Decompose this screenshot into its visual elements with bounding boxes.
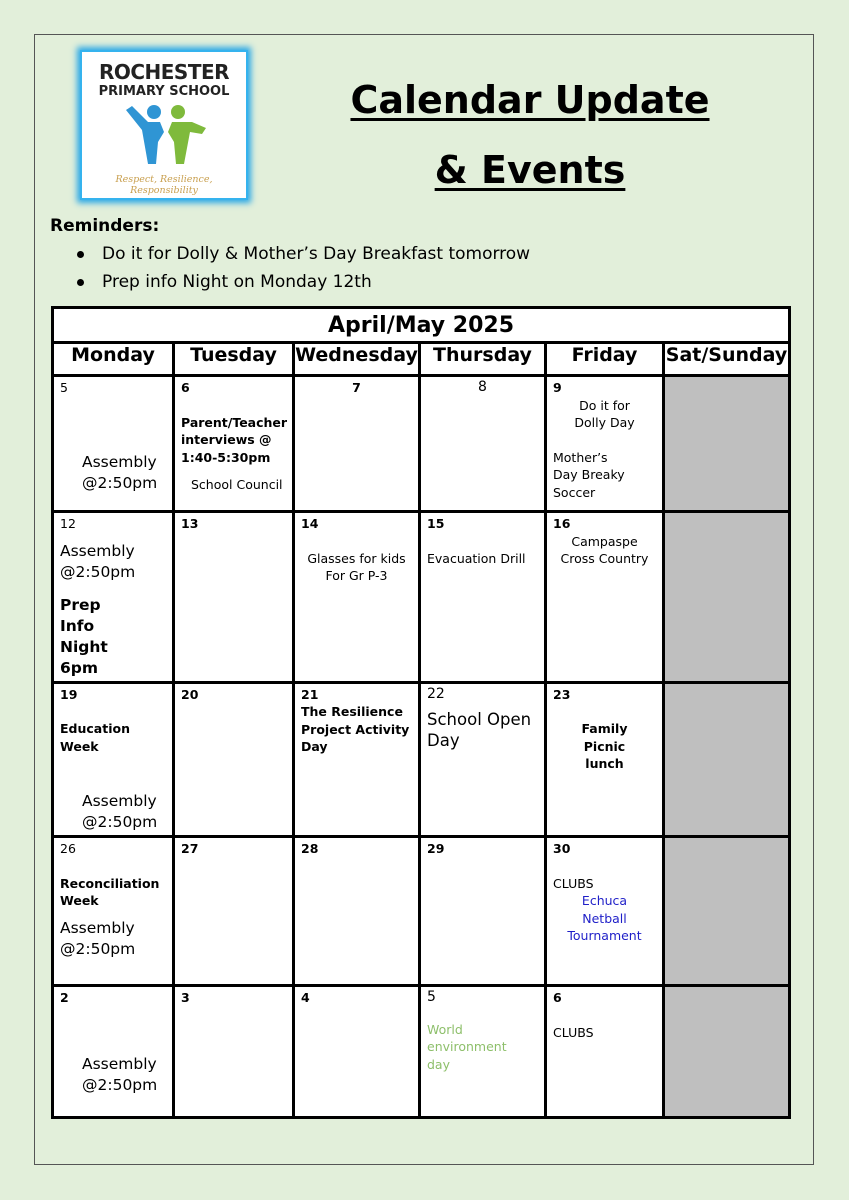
event-text: School Open Day xyxy=(427,710,532,750)
reminders-heading: Reminders: xyxy=(50,216,160,236)
day-number: 15 xyxy=(427,516,445,531)
calendar-cell xyxy=(420,376,546,512)
day-number: 4 xyxy=(301,990,310,1005)
day-number: 5 xyxy=(60,380,68,395)
day-number: 23 xyxy=(553,686,571,702)
calendar-cell xyxy=(420,682,546,837)
calendar-cell xyxy=(546,376,664,512)
event-text: Assembly @2:50pm xyxy=(60,918,136,958)
calendar-cell xyxy=(174,376,294,512)
event-text: Assembly @2:50pm xyxy=(82,453,158,492)
day-header-weekend: Sat/Sunday xyxy=(664,343,790,376)
calendar-cell xyxy=(53,376,174,512)
day-number: 12 xyxy=(60,516,76,531)
day-number: 28 xyxy=(301,841,319,856)
day-number: 6 xyxy=(181,380,190,395)
calendar-cell xyxy=(174,682,294,837)
calendar-cell xyxy=(174,986,294,1118)
day-number: 8 xyxy=(478,379,487,395)
day-number: 20 xyxy=(181,686,199,702)
event-text: Assembly @2:50pm xyxy=(82,1054,158,1094)
weekend-cell xyxy=(664,986,790,1118)
event-text: Education Week xyxy=(60,721,130,754)
weekend-cell xyxy=(664,682,790,837)
day-number: 13 xyxy=(181,516,199,531)
weekend-cell xyxy=(664,376,790,512)
calendar-cell xyxy=(294,512,420,683)
event-text: Do it for Dolly Day xyxy=(574,397,635,430)
calendar-cell xyxy=(53,986,174,1118)
day-number: 7 xyxy=(352,380,361,395)
day-header-friday: Friday xyxy=(546,343,664,376)
calendar-cell xyxy=(546,986,664,1118)
weekend-cell xyxy=(664,512,790,683)
calendar-cell xyxy=(294,376,420,512)
calendar-cell xyxy=(174,512,294,683)
reminder-item: Do it for Dolly & Mother’s Day Breakfast tomorrow xyxy=(75,241,530,269)
day-number: 21 xyxy=(301,686,319,702)
calendar-cell xyxy=(420,837,546,986)
day-number: 14 xyxy=(301,516,319,531)
day-number: 19 xyxy=(60,686,78,702)
event-text: Parent/Teacher interviews @ 1:40-5:30pm xyxy=(181,414,288,465)
page-title-line2: & Events xyxy=(434,148,626,192)
event-text: Assembly @2:50pm xyxy=(82,792,158,831)
weekend-cell xyxy=(664,837,790,986)
event-text: Family Picnic lunch xyxy=(581,721,628,771)
event-text: World environment day xyxy=(427,1021,507,1072)
reminder-item: Prep info Night on Monday 12th xyxy=(75,269,530,297)
day-number: 22 xyxy=(427,685,445,702)
school-logo xyxy=(80,50,248,200)
calendar-cell xyxy=(546,837,664,986)
event-text: Reconciliation Week xyxy=(60,875,160,908)
calendar-cell xyxy=(420,986,546,1118)
day-header-tuesday: Tuesday xyxy=(174,343,294,376)
calendar-cell xyxy=(546,682,664,837)
calendar-cell xyxy=(294,837,420,986)
calendar-cell xyxy=(53,682,174,837)
calendar-cell xyxy=(174,837,294,986)
logo-name-line1: ROCHESTER xyxy=(98,60,230,84)
event-text: Mother’s Day Breaky xyxy=(553,449,625,482)
calendar-cell xyxy=(53,837,174,986)
calendar-cell xyxy=(546,512,664,683)
day-number: 27 xyxy=(181,841,199,856)
two-figures-icon xyxy=(120,104,212,166)
event-text: CLUBS xyxy=(553,875,594,891)
day-number: 29 xyxy=(427,841,445,856)
event-text: For Gr P-3 xyxy=(325,568,388,583)
day-number: 3 xyxy=(181,990,190,1005)
day-number: 9 xyxy=(553,380,562,395)
day-header-wednesday: Wednesday xyxy=(294,343,420,376)
calendar-month-title: April/May 2025 xyxy=(53,308,790,343)
calendar-cell xyxy=(420,512,546,683)
page-title-line1: Calendar Update xyxy=(350,78,710,122)
calendar-table xyxy=(51,306,791,1119)
event-text: Echuca Netball Tournament xyxy=(567,893,642,943)
calendar-cell xyxy=(294,682,420,837)
day-number: 6 xyxy=(553,990,562,1005)
logo-name-line2: PRIMARY SCHOOL xyxy=(98,84,230,99)
reminders-list xyxy=(75,241,530,297)
logo-motto: Respect, Resilience, Responsibility xyxy=(115,174,213,196)
event-text: Prep Info Night 6pm xyxy=(60,595,108,677)
event-text: Glasses for kids xyxy=(307,550,406,566)
event-text: Soccer xyxy=(553,484,596,500)
event-text: School Council xyxy=(191,477,283,492)
day-number: 26 xyxy=(60,841,76,856)
event-text: Assembly @2:50pm xyxy=(60,541,136,581)
calendar-cell xyxy=(53,512,174,683)
day-number: 16 xyxy=(553,516,571,531)
event-text: Evacuation Drill xyxy=(427,550,526,566)
event-text: CLUBS xyxy=(553,1024,594,1040)
day-number: 2 xyxy=(60,990,69,1005)
day-header-monday: Monday xyxy=(53,343,174,376)
event-text: The Resilience Project Activity Day xyxy=(301,704,410,754)
day-header-thursday: Thursday xyxy=(420,343,546,376)
day-number: 5 xyxy=(427,989,436,1005)
calendar-cell xyxy=(294,986,420,1118)
day-number: 30 xyxy=(553,841,571,856)
event-text: Campaspe Cross Country xyxy=(560,533,649,566)
